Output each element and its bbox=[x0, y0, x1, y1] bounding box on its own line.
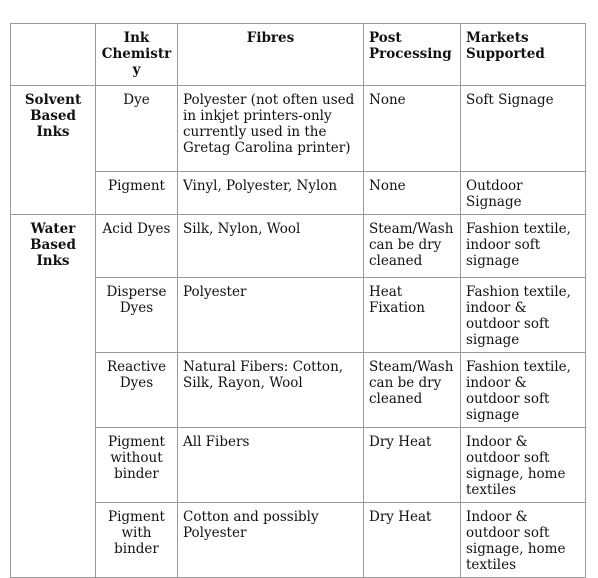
table-row bbox=[11, 215, 586, 278]
table-row bbox=[11, 172, 586, 215]
markets-cell: Fashion textile, indoor & outdoor soft signage bbox=[461, 278, 586, 353]
post-processing-cell: Steam/Wash can be dry cleaned bbox=[364, 353, 461, 428]
markets-cell: Soft Signage bbox=[461, 86, 586, 172]
fibres-cell: Polyester bbox=[178, 278, 364, 353]
table-row bbox=[11, 428, 586, 503]
ink-chemistry-cell: Pigment without binder bbox=[96, 428, 178, 503]
post-processing-cell: Steam/Wash can be dry cleaned bbox=[364, 215, 461, 278]
ink-chemistry-cell: Pigment bbox=[96, 172, 178, 215]
table-row bbox=[11, 278, 586, 353]
ink-comparison-table bbox=[10, 23, 586, 578]
water-based-group-label: Water Based Inks bbox=[11, 215, 96, 578]
post-processing-cell: Heat Fixation bbox=[364, 278, 461, 353]
fibres-cell: Polyester (not often used in inkjet printers-only currently used in the Gretag Carolina printer) bbox=[178, 86, 364, 172]
table-row bbox=[11, 86, 586, 172]
header-ink-chemistry: Ink Chemistry bbox=[96, 24, 178, 86]
post-processing-cell: None bbox=[364, 172, 461, 215]
fibres-cell: All Fibers bbox=[178, 428, 364, 503]
fibres-cell: Silk, Nylon, Wool bbox=[178, 215, 364, 278]
table-row bbox=[11, 353, 586, 428]
header-markets-supported: Markets Supported bbox=[461, 24, 586, 86]
solvent-based-group-label: Solvent Based Inks bbox=[11, 86, 96, 215]
markets-cell: Fashion textile, indoor soft signage bbox=[461, 215, 586, 278]
post-processing-cell: Dry Heat bbox=[364, 428, 461, 503]
ink-chemistry-cell: Disperse Dyes bbox=[96, 278, 178, 353]
fibres-cell: Vinyl, Polyester, Nylon bbox=[178, 172, 364, 215]
table-row bbox=[11, 503, 586, 578]
markets-cell: Fashion textile, indoor & outdoor soft signage bbox=[461, 353, 586, 428]
ink-chemistry-cell: Reactive Dyes bbox=[96, 353, 178, 428]
header-fibres: Fibres bbox=[178, 24, 364, 86]
fibres-cell: Natural Fibers: Cotton, Silk, Rayon, Wool bbox=[178, 353, 364, 428]
header-row bbox=[11, 24, 586, 86]
fibres-cell: Cotton and possibly Polyester bbox=[178, 503, 364, 578]
ink-chemistry-cell: Dye bbox=[96, 86, 178, 172]
markets-cell: Outdoor Signage bbox=[461, 172, 586, 215]
post-processing-cell: Dry Heat bbox=[364, 503, 461, 578]
header-group-cell bbox=[11, 24, 96, 86]
post-processing-cell: None bbox=[364, 86, 461, 172]
markets-cell: Indoor & outdoor soft signage, home textiles bbox=[461, 428, 586, 503]
ink-chemistry-cell: Pigment with binder bbox=[96, 503, 178, 578]
markets-cell: Indoor & outdoor soft signage, home textiles bbox=[461, 503, 586, 578]
ink-chemistry-cell: Acid Dyes bbox=[96, 215, 178, 278]
header-post-processing: Post Processing bbox=[364, 24, 461, 86]
